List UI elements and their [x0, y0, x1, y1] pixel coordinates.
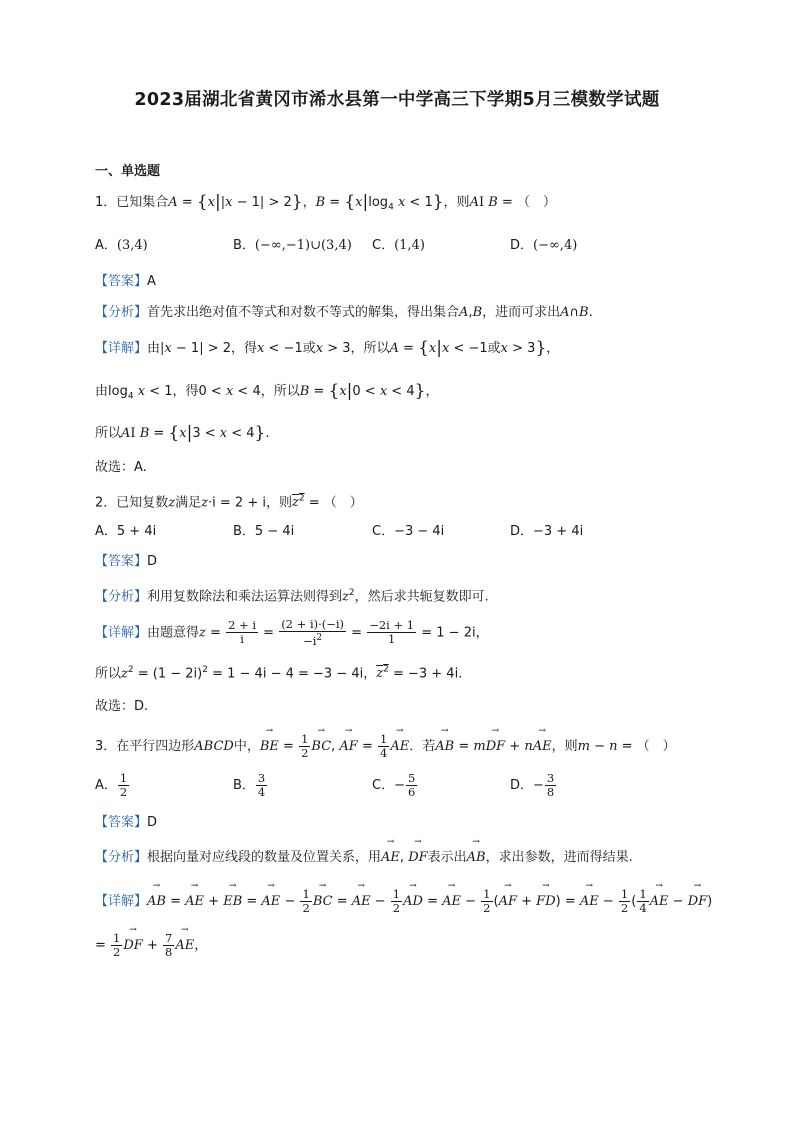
- q1-option-c: C．(1,4): [372, 238, 425, 253]
- q1-conclusion: 故选：A.: [95, 460, 147, 475]
- page-title: 2023届湖北省黄冈市浠水县第一中学高三下学期5月三模数学试题: [134, 90, 660, 110]
- q3-detail: 【详解】→ AB = → AE + → EB = → AE − $\frac{1}{2}$ → BC = → AE − $\frac{1}{2}$ → AD = → AE − $\frac{1}{2}$ (→ AF + → FD) = → AE − $\frac{1}{2}$ ( $\frac{1}{4}$ → AE − → DF): [95, 888, 712, 915]
- q1-option-a: A．(3,4): [95, 238, 148, 253]
- q1-option-d: D．(−∞,4): [510, 238, 578, 253]
- q2-analysis: 【分析】利用复数除法和乘法运算法则得到$z^2$，然后求共轭复数即可.: [95, 588, 489, 605]
- q3-option-a: A． $\frac{1}{2}$: [95, 771, 128, 799]
- q3-analysis: 【分析】根据向量对应线段的数量及位置关系，用→ AE, → DF表示出→ AB，求出参数，进而得结果.: [95, 848, 633, 868]
- q3-answer: 【答案】D: [95, 815, 158, 830]
- q1-option-b: B．(−∞,−1)∪(3,4): [233, 238, 352, 253]
- q3-option-b: B． $\frac{3}{4}$: [233, 771, 266, 799]
- q2-detail: 【详解】由题意得z = $\frac{2 + i}{i}$ = $\frac{(2 + i)\cdot(-i)}{-i^2}$ = $\frac{-2i + 1}{1}$ = 1 − 2i，: [95, 617, 489, 648]
- q1-analysis: 【分析】首先求出绝对值不等式和对数不等式的解集，得出集合A,B，进而可求出A∩B.: [95, 305, 593, 320]
- q3-detail-line2: = $\frac{1}{2}$ → DF + $\frac{7}{8}$ → AE，: [95, 932, 207, 959]
- q2-answer: 【答案】D: [95, 554, 158, 569]
- q2-conclusion: 故选：D.: [95, 699, 149, 714]
- q1-answer: 【答案】A: [95, 274, 156, 289]
- question-3: 3．在平行四边形ABCD中，→ BE = $\frac{1}{2}$ → BC, → AF = $\frac{1}{4}$ → AE．若→ AB = m→ DF + n→ AE，则m − n = （ ）: [95, 733, 676, 760]
- q1-detail-line2: 由$\log_4 x < 1$，得0 < x < 4，所以B = {x|0 < x < 4}，: [95, 381, 439, 402]
- q3-option-d: D．− $\frac{3}{8}$: [510, 771, 555, 799]
- question-2: 2．已知复数z满足z·i = 2 + i，则$z^2$ = （ ）: [95, 494, 363, 511]
- q1-detail-line3: 所以AI B = {x|3 < x < 4}.: [95, 423, 270, 443]
- question-1: 1．已知集合A = {x||x − 1| > 2}，$B = \{x|\log_4$ x < 1}，则AI B = （ ）: [95, 192, 556, 213]
- q1-detail: 【详解】由|x − 1| > 2，得x < −1或x > 3，所以A = {x|x < −1或x > 3}，: [95, 338, 560, 358]
- section-heading: 一、单选题: [95, 164, 161, 179]
- q2-option-a: A．5 + 4i: [95, 524, 157, 539]
- q2-option-c: C．−3 − 4i: [372, 524, 445, 539]
- q2-option-d: D．−3 + 4i: [510, 524, 584, 539]
- q2-option-b: B．5 − 4i: [233, 524, 295, 539]
- q2-detail-line2: 所以$z^2 = (1 - 2i)^2 = 1 - 4i - 4 = -3 - 4i$，$z^2 = -3 + 4i$.: [95, 665, 463, 682]
- q3-option-c: C．− $\frac{5}{6}$: [372, 771, 416, 799]
